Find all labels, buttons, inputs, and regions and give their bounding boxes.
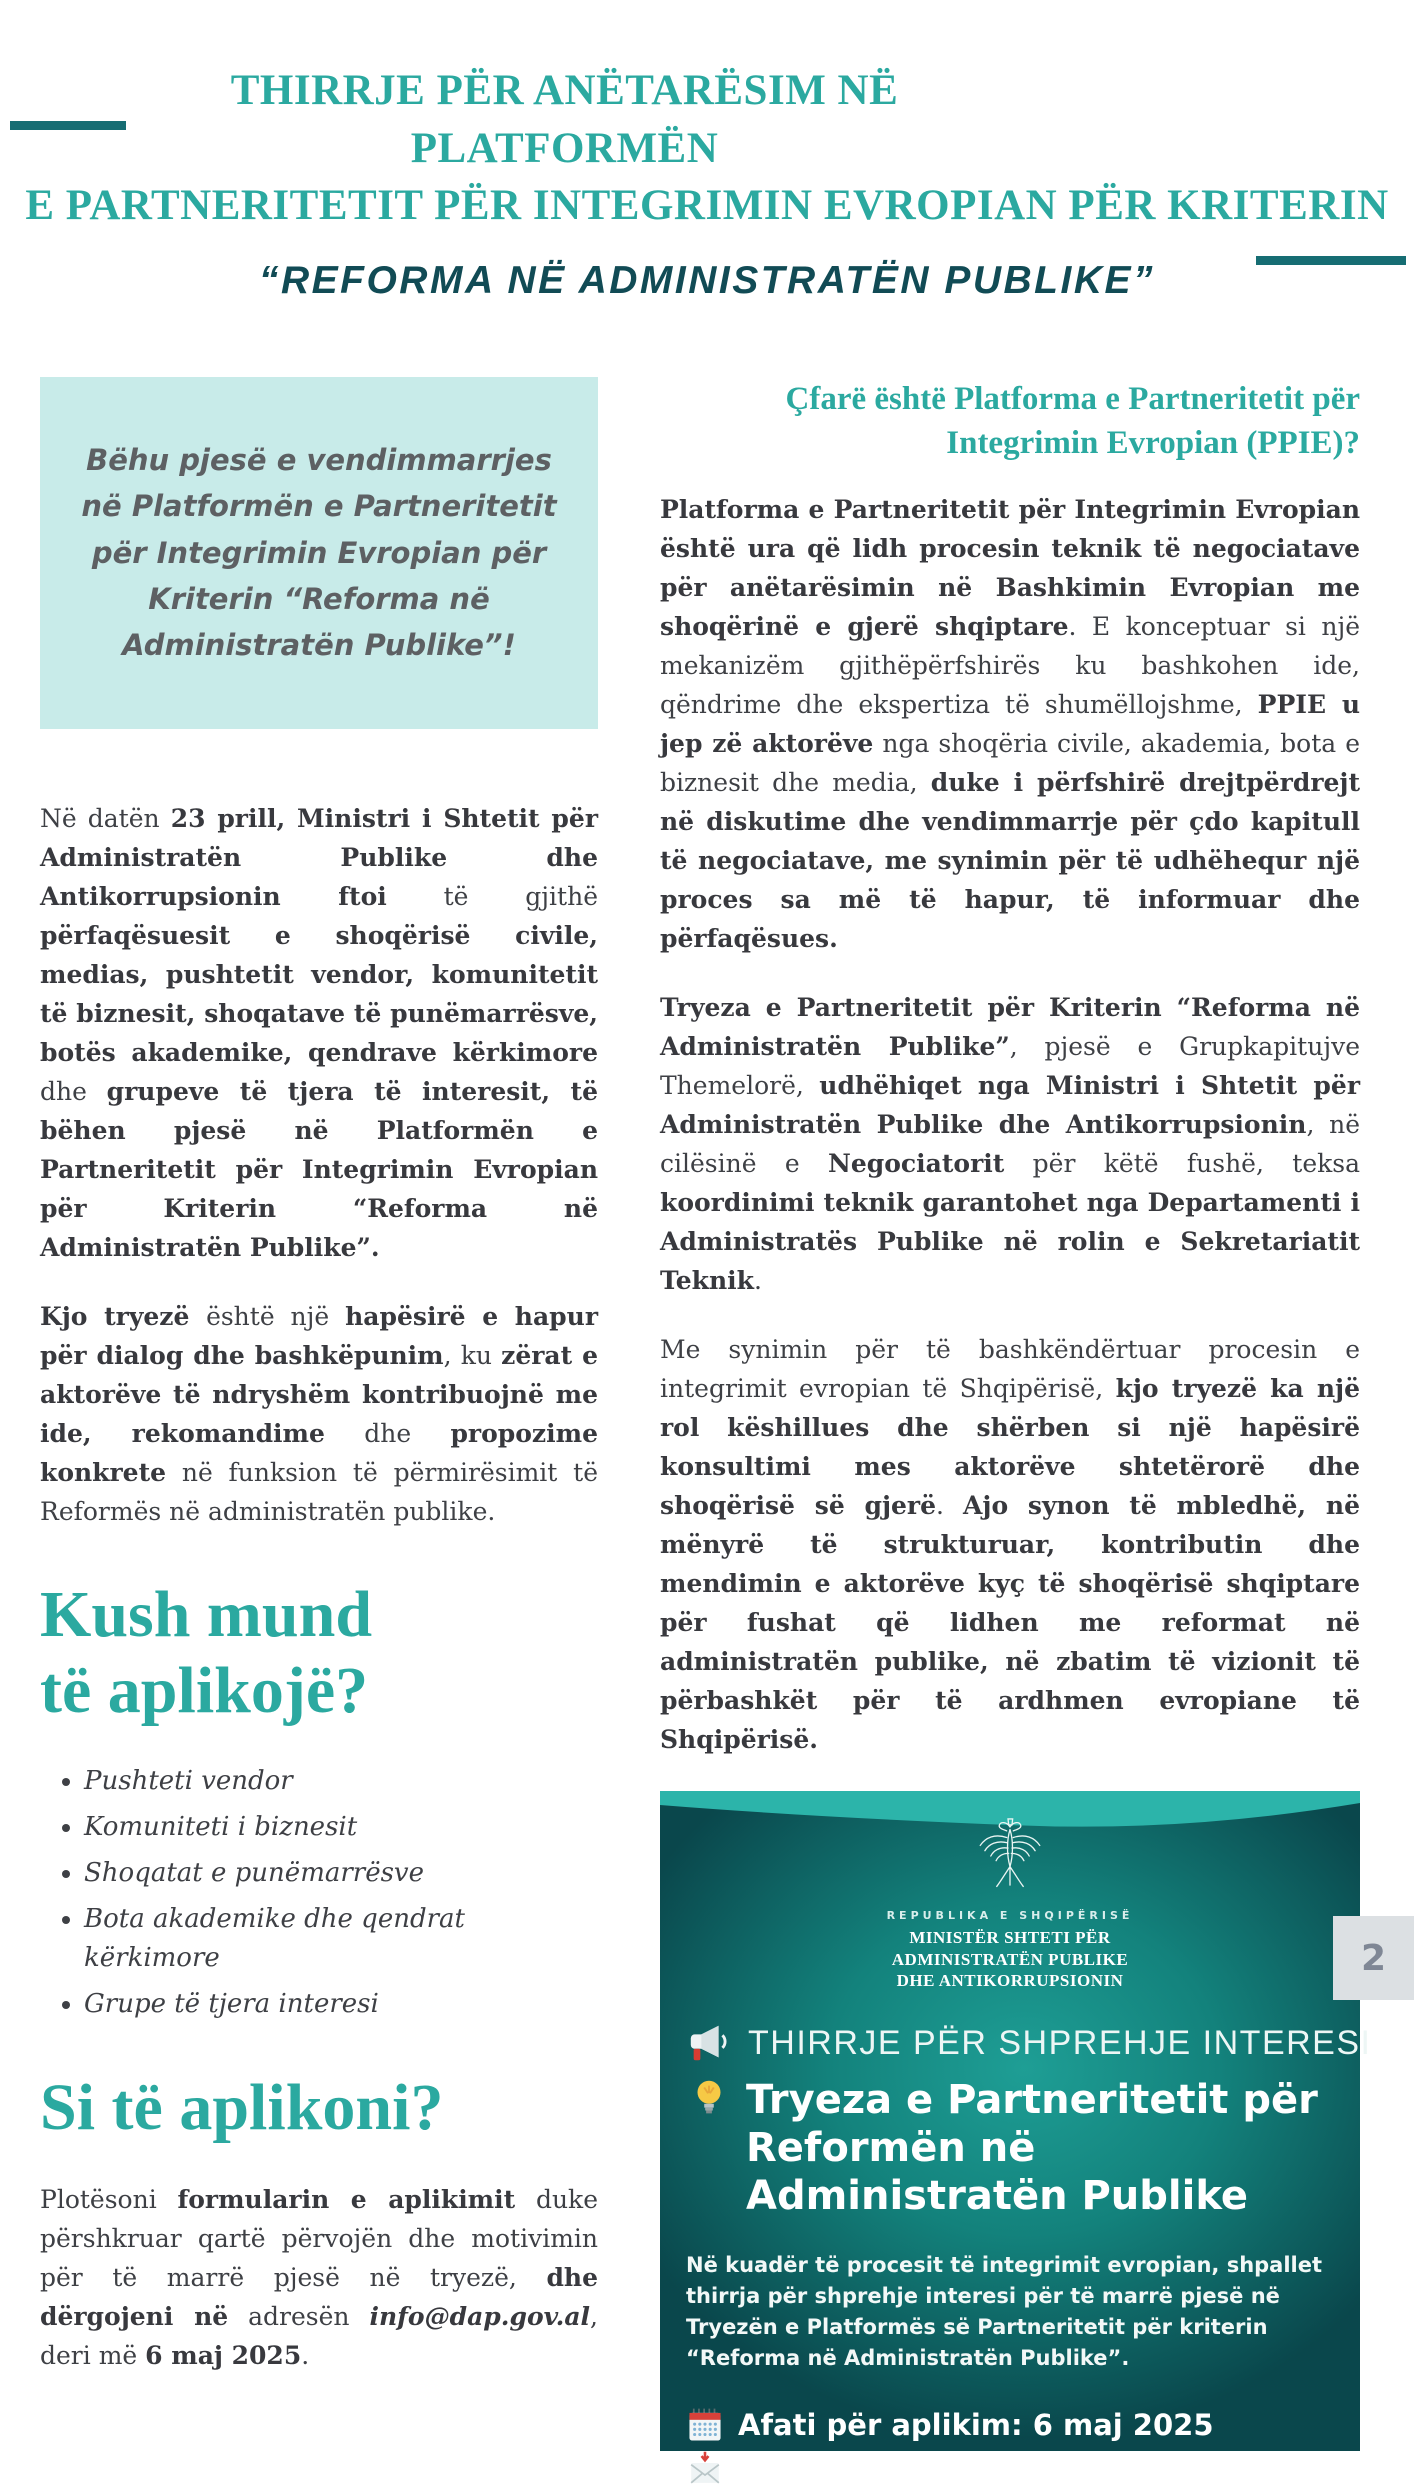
apply-list-item: • Pushteti vendor <box>84 1762 598 1801</box>
header-dash-left <box>10 121 126 130</box>
apply-list-item: • Shoqatat e punëmarrësve <box>84 1854 598 1893</box>
apply-list-item: • Grupe të tjera interesi <box>84 1985 598 2024</box>
calendar-icon <box>686 2406 724 2444</box>
email-label: info@dap.gov.al <box>738 2452 1000 2487</box>
header-dash-right <box>1256 256 1406 265</box>
megaphone-icon <box>686 2020 732 2066</box>
apply-list <box>40 1762 598 2024</box>
highlight-box <box>40 377 598 729</box>
who-heading-line1: Kush mund <box>40 1577 373 1651</box>
flyer-title-row <box>660 2076 1360 2220</box>
lightbulb-icon <box>686 2076 732 2122</box>
page-header <box>0 0 1414 303</box>
albanian-eagle-emblem-icon <box>970 1815 1050 1901</box>
who-heading-line2: të aplikojë? <box>40 1654 369 1728</box>
page-title-line1: THIRRJE PËR ANËTARËSIM NË PLATFORMËN <box>230 67 899 172</box>
ppie-heading: Çfarë është Platforma e Partneritetit për Integrimin Evropian (PPIE)? <box>785 380 1360 462</box>
ppie-paragraph-3: Me synimin për të bashkëndërtuar procesin e integrimit evropian të Shqipërisë, kjo tryezë ka një rol këshillues dhe shërben si një hapësirë konsultimi mes aktorëve shtetërorë dhe shoqërisë së gjerë. Ajo synon të mbledhë, në mënyrë të strukturuar, kontributin dhe mendimin e aktorëve kyç të shoqërisë shqiptare për fushat që lidhen me reformat në administratën publike, në zbatim të vizionit të përbashkët për të ardhmen evropiane të Shqipërisë. <box>660 1334 1361 1754</box>
ppie-paragraph-1: Platforma e Partneritetit për Integrimin Evropian është ura që lidh procesin teknik të negociatave për anëtarësimin në Bashkimin Evropian me shoqërinë e gjerë shqiptare. E konceptuar si një mekanizëm gjithëpërfshirës ku bashkohen ide, qëndrime dhe ekspertiza të shumëllojshme, PPIE u jep zë aktorëve nga shoqëria civile, akademia, bota e biznesit dhe media, duke i përfshirë drejtpërdrejt në diskutime dhe vendimmarrje për çdo kapitull të negociatave, me synimin për të udhëhequr një proces sa më të hapur, të informuar dhe përfaqësues. <box>660 494 1360 953</box>
right-column <box>660 377 1372 2487</box>
flyer-body-text: Në kuadër të procesit të integrimit evropian, shpallet thirrja për shprehje interesi për të marrë pjesë në Tryezën e Platformës së Partneritetit për kriterin “Reforma në Administratën Publike”. <box>686 2253 1323 2371</box>
highlight-text: Bëhu pjesë e vendimmarrjes në Platformën e Partneritetit për Integrimin Evropian për Kriterin “Reforma në Administratën Publike”! <box>81 442 557 663</box>
mail-icon <box>686 2450 724 2488</box>
ppie-paragraph-2: Tryeza e Partneritetit për Kriterin “Reforma në Administratën Publike”, pjesë e Grupkapitujve Themelorë, udhëhiqet nga Ministri i Shtetit për Administratën Publike dhe Antikorrupsionin, në cilësinë e Negociatorit për këtë fushë, teksa koordinimi teknik garantohet nga Departamenti i Administratës Publike në rolin e Sekretariatit Teknik. <box>660 992 1360 1295</box>
flyer-emblem-block <box>660 1791 1360 1992</box>
deadline-label: Afati për aplikim: 6 maj 2025 <box>738 2408 1214 2443</box>
left-column <box>40 377 598 2451</box>
page-title-line2: E PARTNERITETIT PËR INTEGRIMIN EVROPIAN PËR KRITERIN <box>25 182 1389 230</box>
email-row <box>660 2450 1360 2488</box>
apply-list-item: • Komuniteti i biznesit <box>84 1808 598 1847</box>
ministry-title <box>660 1927 1360 1992</box>
call-for-interest-row <box>660 2020 1372 2066</box>
content-columns <box>0 377 1414 2487</box>
how-to-apply-paragraph: Plotësoni formularin e aplikimit duke përshkruar qartë përvojën dhe motivimin për të marrë pjesë në tryezë, dhe dërgojeni në adresën info@dap.gov.al, deri më 6 maj 2025. <box>40 2185 599 2371</box>
flyer-image <box>660 1791 1372 2487</box>
call-for-interest-label: THIRRJE PËR SHPREHJE INTERESI <box>748 2023 1372 2062</box>
page-number: 2 <box>1333 1916 1414 2000</box>
republic-label: REPUBLIKA E SHQIPËRISË <box>886 1908 1134 1922</box>
flyer-title: Tryeza e Partneritetit për Reformën në Administratën Publike <box>746 2077 1318 2220</box>
who-can-apply-heading <box>40 1577 598 1730</box>
how-to-apply-heading: Si të aplikoni? <box>40 2070 444 2144</box>
ministry-line2: ADMINISTRATËN PUBLIKE <box>891 1949 1129 1969</box>
deadline-row <box>660 2406 1360 2444</box>
ministry-line1: MINISTËR SHTETI PËR <box>909 1927 1111 1947</box>
dialog-paragraph: Kjo tryezë është një hapësirë e hapur për dialog dhe bashkëpunim, ku zërat e aktorëve të ndryshëm kontribuojnë me ide, rekomandime dhe propozime konkrete në funksion të përmirësimit të Reformës në administratën publike. <box>40 1301 598 1526</box>
apply-list-item: • Bota akademike dhe qendrat kërkimore <box>84 1900 598 1978</box>
page-title-line3: “REFORMA NË ADMINISTRATËN PUBLIKE” <box>258 258 1156 302</box>
intro-paragraph: Në datën 23 prill, Ministri i Shtetit për Administratën Publike dhe Antikorrupsionin ftoi të gjithë përfaqësuesit e shoqërisë civile, medias, pushtetit vendor, komunitetit të biznesit, shoqatave të punëmarrësve, botës akademike, qendrave kërkimore dhe grupeve të tjera të interesit, të bëhen pjesë në Platformën e Partneritetit për Integrimin Evropian për Kriterin “Reforma në Administratën Publike”. <box>40 803 598 1262</box>
ministry-line3: DHE ANTIKORRUPSIONIN <box>896 1971 1124 1991</box>
